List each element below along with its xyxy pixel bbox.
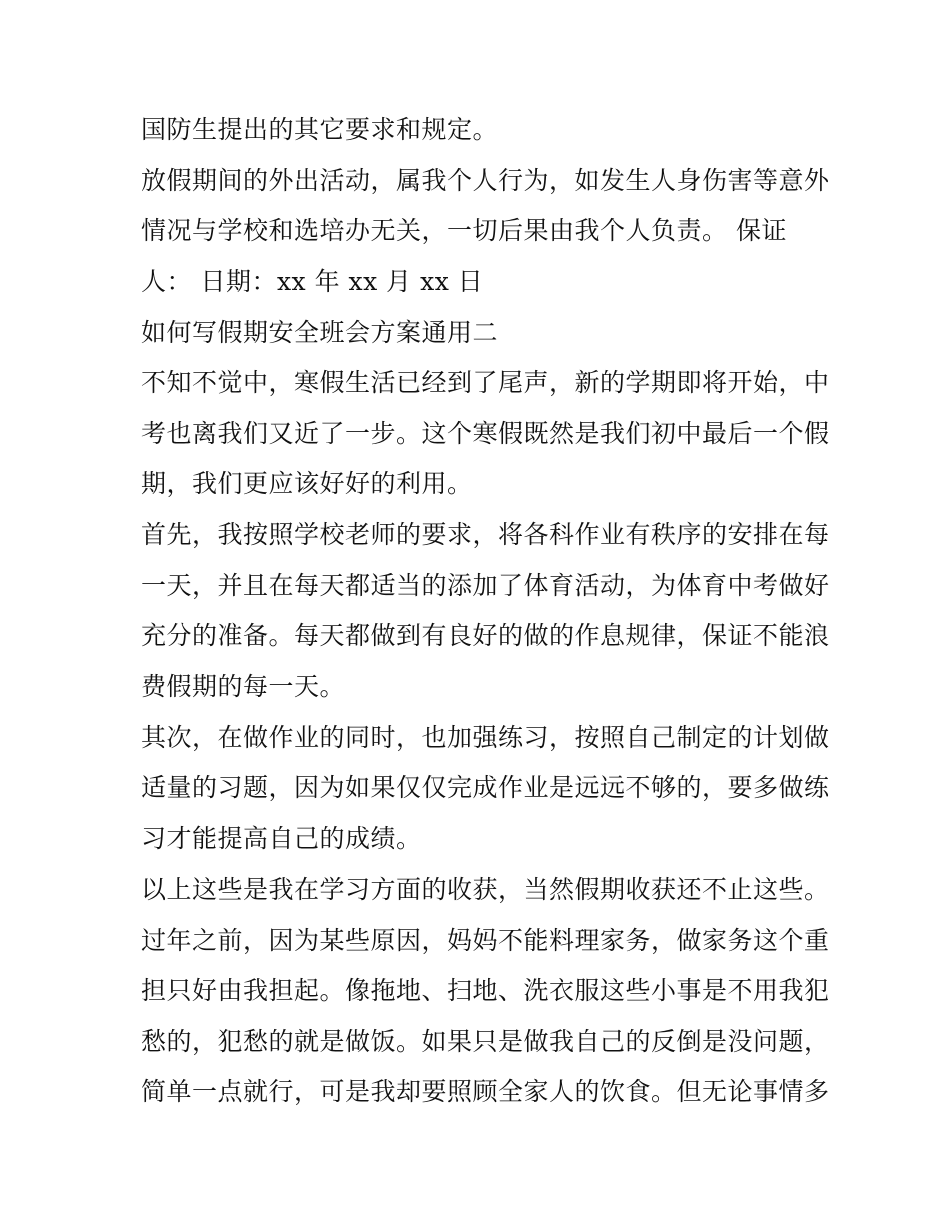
text-line: 放假期间的外出活动，属我个人行为，如发生人身伤害等意外 (141, 166, 830, 195)
text-line: 充分的准备。每天都做到有良好的做的作息规律，保证不能浪 (141, 621, 830, 650)
text-line: 适量的习题，因为如果仅仅完成作业是远远不够的，要多做练 (141, 773, 830, 802)
text-line: 人： 日期：xx 年 xx 月 xx 日 (141, 267, 484, 296)
text-line: 以上这些是我在学习方面的收获，当然假期收获还不止这些。 (141, 875, 830, 904)
text-line: 一天，并且在每天都适当的添加了体育活动，为体育中考做好 (141, 571, 830, 600)
text-line: 其次，在做作业的同时，也加强练习，按照自己制定的计划做 (141, 723, 830, 752)
text-line: 不知不觉中，寒假生活已经到了尾声，新的学期即将开始，中 (141, 368, 830, 397)
text-line: 费假期的每一天。 (141, 672, 346, 701)
text-line: 担只好由我担起。像拖地、扫地、洗衣服这些小事是不用我犯 (141, 976, 830, 1005)
text-line: 愁的，犯愁的就是做饭。如果只是做我自己的反倒是没问题， (141, 1027, 830, 1056)
text-line: 情况与学校和选培办无关，一切后果由我个人负责。 保证 (141, 216, 787, 245)
text-line: 简单一点就行，可是我却要照顾全家人的饮食。但无论事情多 (141, 1077, 830, 1106)
text-line: 过年之前，因为某些原因，妈妈不能料理家务，做家务这个重 (141, 926, 830, 955)
text-line: 习才能提高自己的成绩。 (141, 824, 422, 853)
text-line: 考也离我们又近了一步。这个寒假既然是我们初中最后一个假 (141, 419, 830, 448)
text-line: 期，我们更应该好好的利用。 (141, 469, 473, 498)
text-line: 国防生提出的其它要求和规定。 (141, 115, 499, 144)
section-heading: 如何写假期安全班会方案通用二 (141, 318, 499, 347)
text-line: 首先，我按照学校老师的要求，将各科作业有秩序的安排在每 (141, 520, 830, 549)
